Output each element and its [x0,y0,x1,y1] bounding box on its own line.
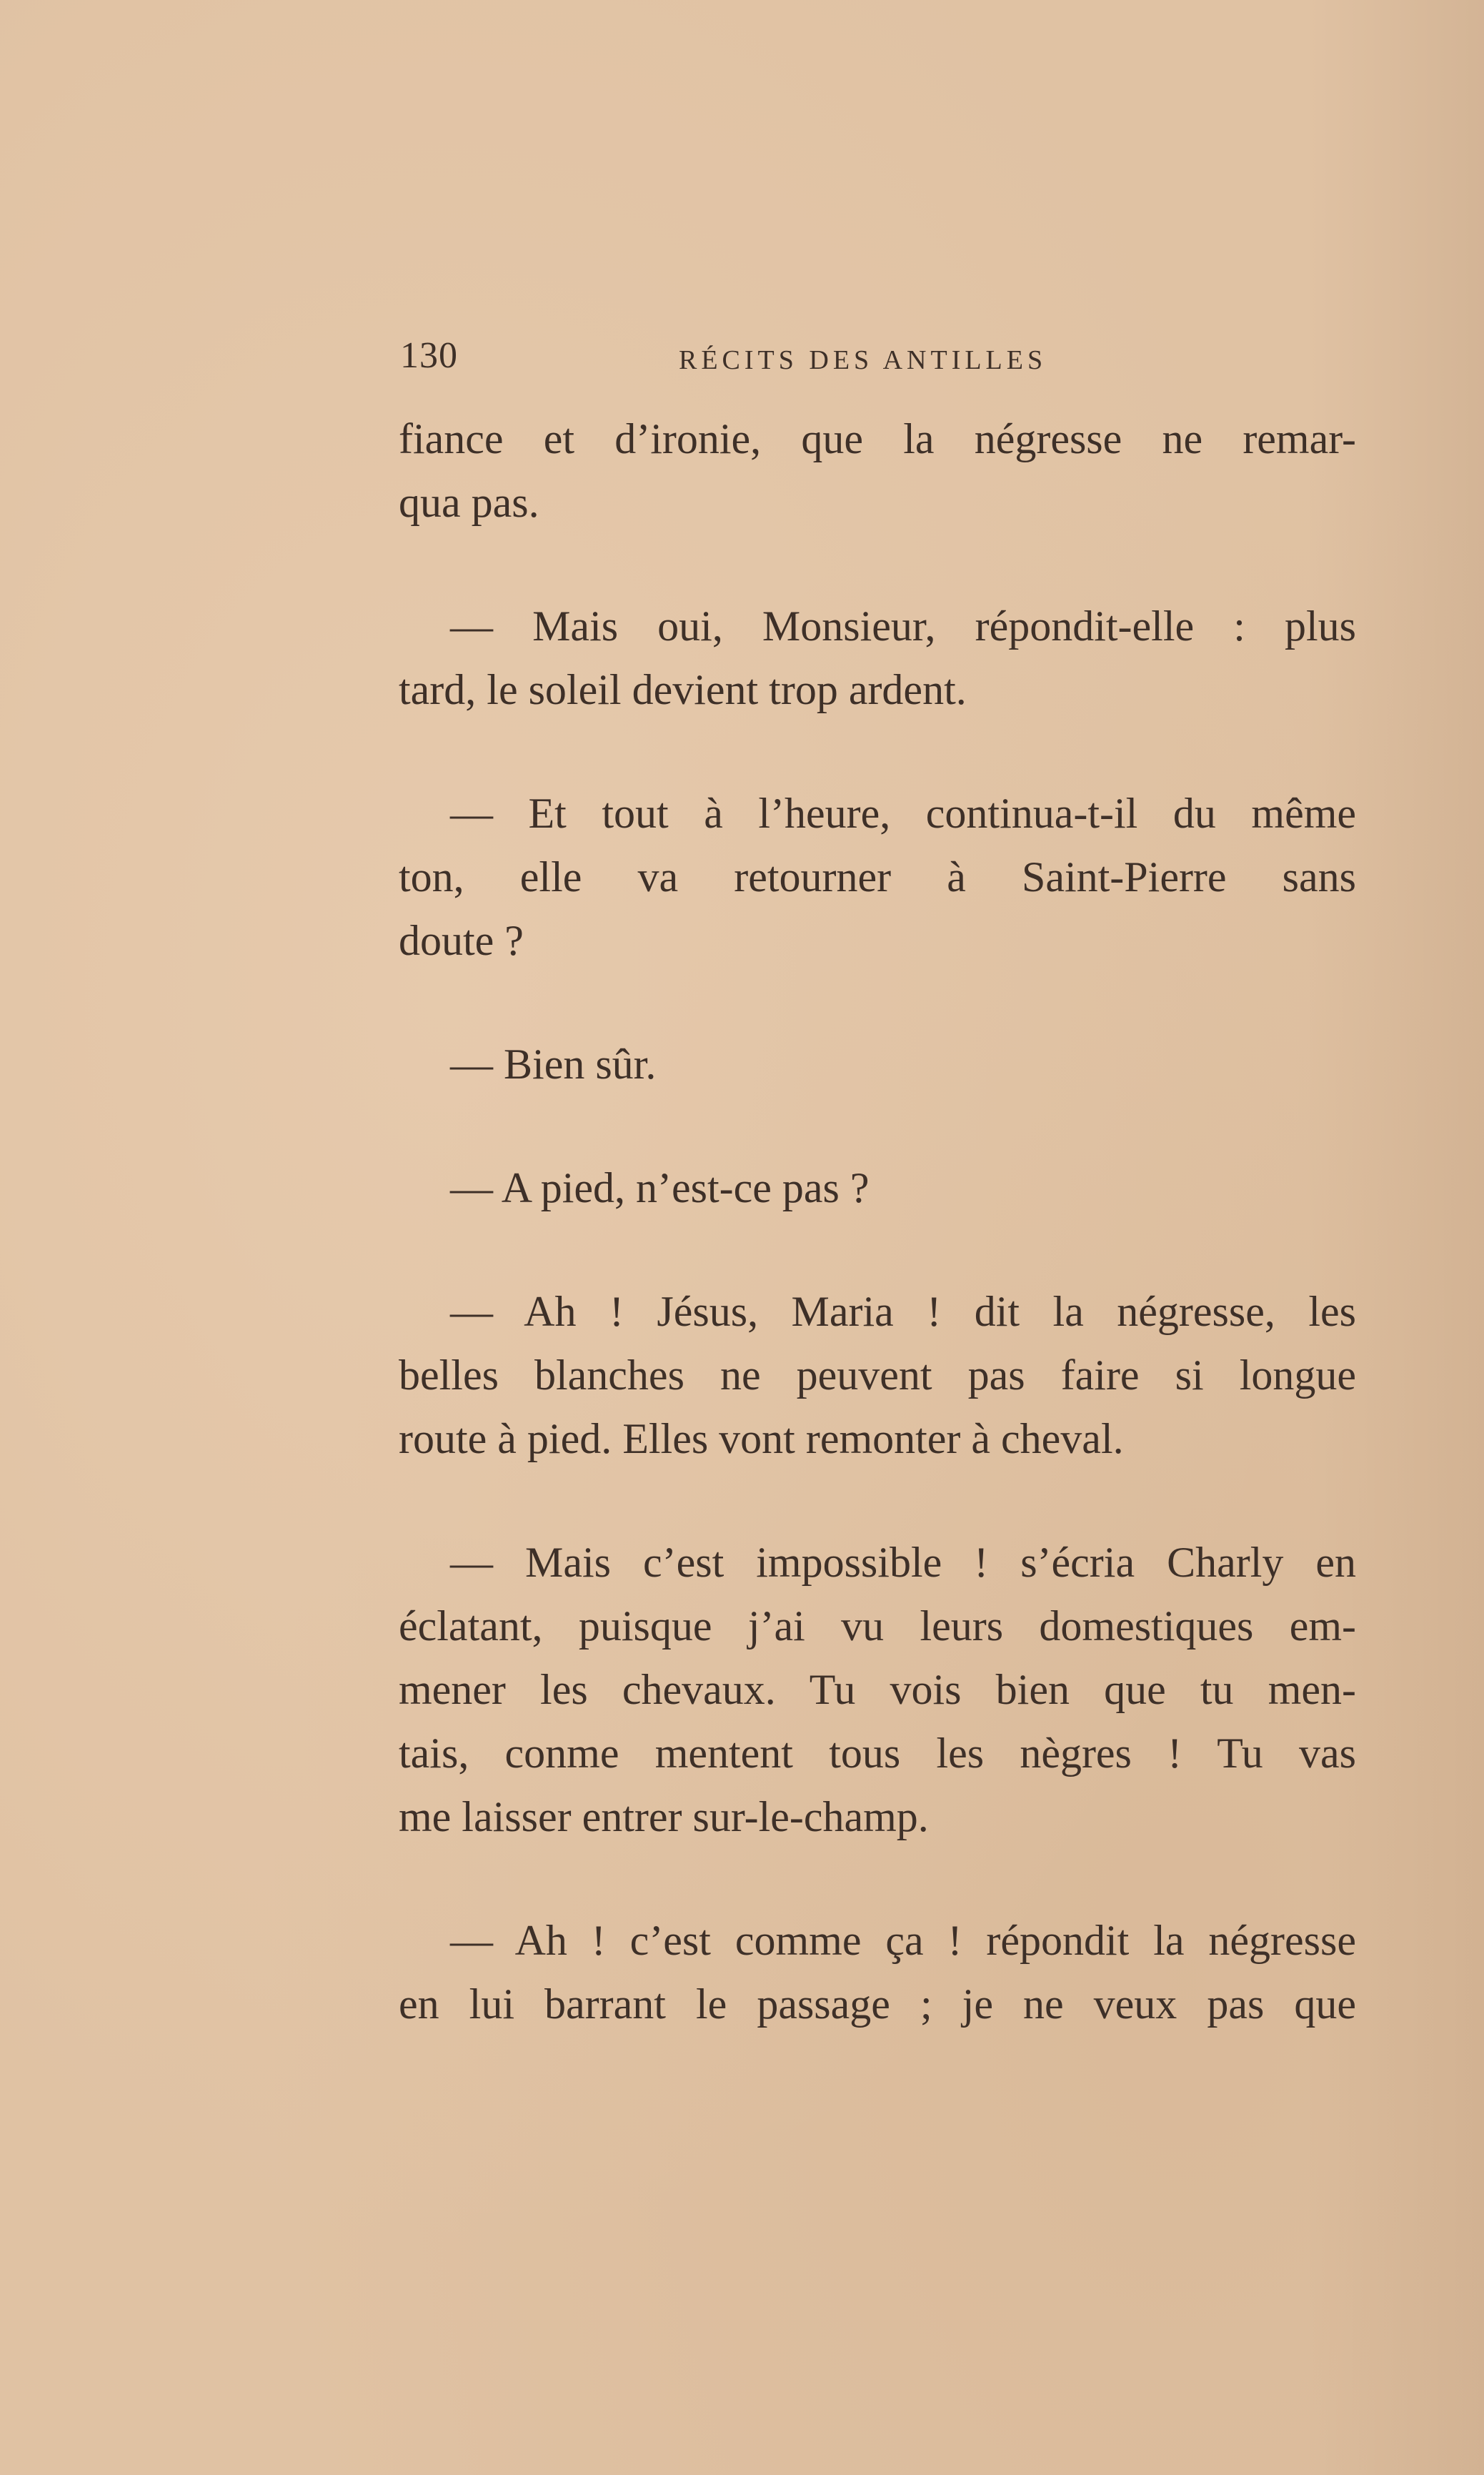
text-line: éclatant, puisque j’ai vu leurs domestiques em- [399,1602,1356,1650]
text-line: — Mais c’est impossible ! s’écria Charly en [450,1539,1356,1586]
text-line: mener les chevaux. Tu vois bien que tu men- [399,1666,1356,1713]
text-line: — Ah ! Jésus, Maria ! dit la négresse, les [450,1288,1356,1335]
paragraph [399,1280,1356,1471]
text-line: ton, elle va retourner à Saint-Pierre sans [399,853,1356,901]
text-line: qua pas. [399,479,539,526]
paragraph [399,782,1356,973]
text-line: tais, conme mentent tous les nègres ! Tu vas [399,1730,1356,1777]
text-line: route à pied. Elles vont remonter à cheval. [399,1415,1124,1462]
text-line: belles blanches ne peuvent pas faire si longue [399,1351,1356,1399]
running-title: RÉCITS DES ANTILLES [679,345,1047,375]
text-line: me laisser entrer sur-le-champ. [399,1793,929,1840]
body-text [399,407,1356,2036]
paragraph [399,595,1356,722]
text-line: — Et tout à l’heure, continua-t-il du même [450,790,1356,837]
text-line: en lui barrant le passage ; je ne veux pas que [399,1980,1356,2028]
text-line: doute ? [399,917,524,964]
text-line: fiance et d’ironie, que la négresse ne remar- [399,415,1356,462]
text-line: — Mais oui, Monsieur, répondit-elle : plus [450,602,1356,650]
text-line: — A pied, n’est-ce pas ? [450,1164,870,1211]
text-line: tard, le soleil devient trop ardent. [399,666,967,713]
page-number: 130 [400,335,458,376]
text-line: — Bien sûr. [450,1041,657,1088]
paragraph [399,407,1356,535]
paragraph [399,1909,1356,2036]
paragraph [399,1033,1356,1096]
paragraph [399,1156,1356,1220]
running-head [400,334,1358,385]
text-line: — Ah ! c’est comme ça ! répondit la négresse [450,1917,1356,1964]
paragraph [399,1531,1356,1849]
